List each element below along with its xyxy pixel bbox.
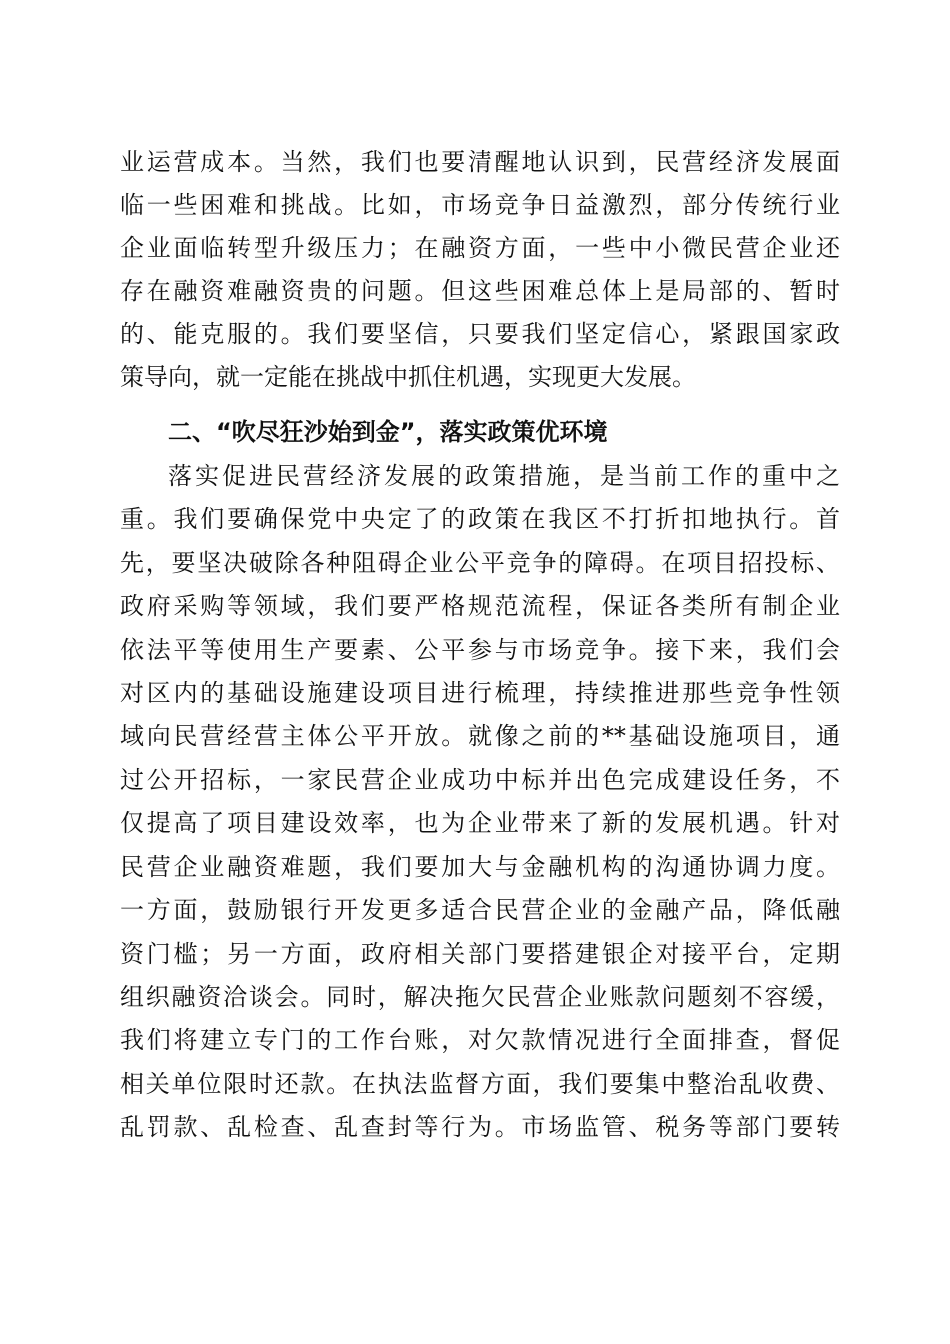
paragraph-line: 临一些困难和挑战。比如，市场竞争日益激烈，部分传统行业	[120, 191, 840, 219]
paragraph-line: 政府采购等领域，我们要严格规范流程，保证各类所有制企业	[120, 592, 840, 620]
paragraph-line: 对区内的基础设施建设项目进行梳理，持续推进那些竞争性领	[120, 679, 840, 707]
paragraph-line: 相关单位限时还款。在执法监督方面，我们要集中整治乱收费、	[120, 1070, 840, 1098]
paragraph-line: 企业面临转型升级压力；在融资方面，一些中小微民营企业还	[120, 234, 840, 262]
paragraph-line: 我们将建立专门的工作台账，对欠款情况进行全面排查，督促	[120, 1026, 840, 1054]
paragraph-line: 民营企业融资难题，我们要加大与金融机构的沟通协调力度。	[120, 853, 840, 881]
paragraph-line: 乱罚款、乱检查、乱查封等行为。市场监管、税务等部门要转	[120, 1113, 840, 1141]
paragraph-line: 依法平等使用生产要素、公平参与市场竞争。接下来，我们会	[120, 636, 840, 664]
paragraph-line: 策导向，就一定能在挑战中抓住机遇，实现更大发展。	[120, 363, 696, 391]
paragraph-line: 落实促进民营经济发展的政策措施，是当前工作的重中之	[168, 462, 840, 490]
paragraph-line: 业运营成本。当然，我们也要清醒地认识到，民营经济发展面	[120, 148, 840, 176]
paragraph-line: 的、能克服的。我们要坚信，只要我们坚定信心，紧跟国家政	[120, 320, 840, 348]
paragraph-line: 域向民营经营主体公平开放。就像之前的**基础设施项目，通	[120, 722, 840, 750]
paragraph-line: 过公开招标，一家民营企业成功中标并出色完成建设任务，不	[120, 766, 840, 794]
paragraph-line: 组织融资洽谈会。同时，解决拖欠民营企业账款问题刻不容缓，	[120, 983, 840, 1011]
paragraph-line: 资门槛；另一方面，政府相关部门要搭建银企对接平台，定期	[120, 940, 840, 968]
paragraph-line: 仅提高了项目建设效率，也为企业带来了新的发展机遇。针对	[120, 809, 840, 837]
paragraph-line: 先，要坚决破除各种阻碍企业公平竞争的障碍。在项目招投标、	[120, 549, 840, 577]
section-heading: 二、“吹尽狂沙始到金”，落实政策优环境	[168, 418, 608, 446]
paragraph-line: 一方面，鼓励银行开发更多适合民营企业的金融产品，降低融	[120, 896, 840, 924]
paragraph-line: 存在融资难融资贵的问题。但这些困难总体上是局部的、暂时	[120, 277, 840, 305]
paragraph-line: 重。我们要确保党中央定了的政策在我区不打折扣地执行。首	[120, 505, 840, 533]
